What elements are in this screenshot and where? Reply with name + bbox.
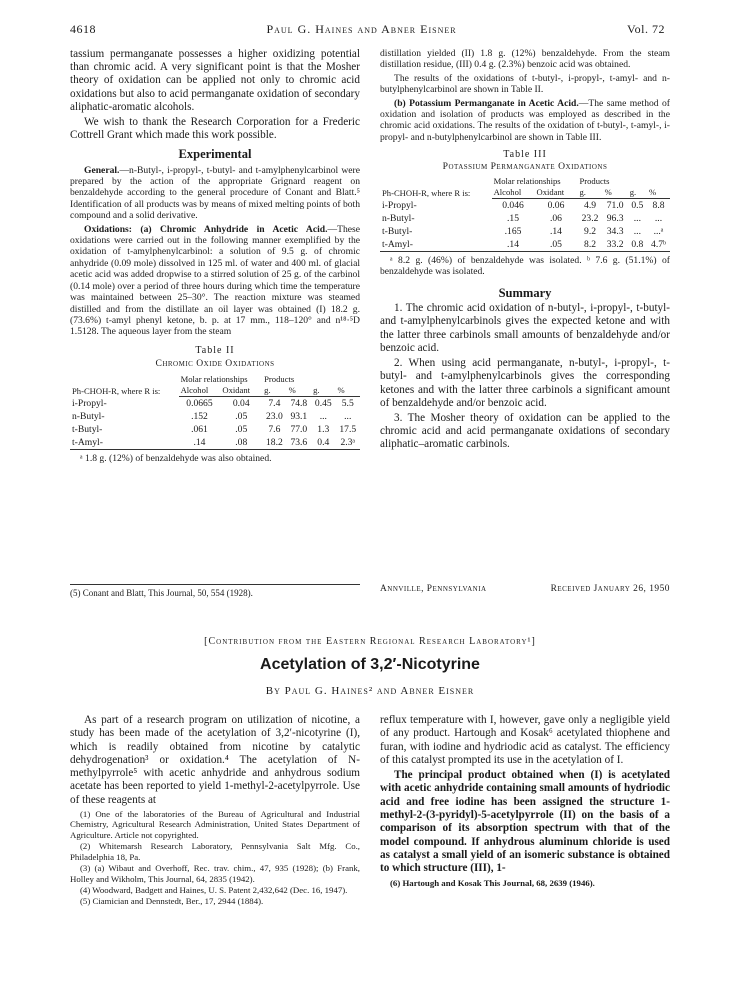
table2-cell: 23.0 (265, 411, 283, 423)
table2-row (70, 436, 360, 450)
t3-col-r: Ph-CHOH-R, where R is: (382, 187, 471, 198)
t2-col-benzoic-pct: % (336, 385, 360, 397)
t2-col-oxidant: Oxidant (220, 385, 262, 397)
summary-point-1: 1. The chromic acid oxidation of n-butyl-, i-propyl-, t-butyl- and t-amylphenylcarbinols gives the expected ketone and with the latter three carbinols small amounts of benzaldehyde and/or benzoic acid. (380, 302, 670, 354)
table2-cell: 17.5 (339, 424, 357, 436)
table2-row (70, 397, 360, 411)
table3-cell: .05 (535, 238, 578, 252)
table3-row (380, 199, 670, 213)
table3-cell: .14 (549, 226, 562, 238)
t2-col-ketone-g: g. (262, 385, 286, 397)
thanks-paragraph: We wish to thank the Research Corporation for a Frederic Cottrell Grant which made this work possible. (70, 116, 360, 142)
table3-cell: ... (654, 213, 663, 225)
t2-col-molar: Molar relationships (180, 374, 248, 385)
table2-cell: 93.1 (290, 411, 308, 423)
table3-cell: 34.3 (606, 226, 624, 238)
t2-col-products: Products (264, 374, 295, 385)
general-label: General. (84, 164, 120, 176)
table3-cell: 4.9 (584, 200, 597, 212)
article-right-column (380, 714, 670, 888)
t3-col-ketone-g: g. (577, 187, 602, 199)
t3-col-ketone-pct: % (603, 187, 628, 199)
table2-cell: 77.0 (290, 424, 308, 436)
table3-title: Table III (503, 149, 547, 161)
table2-cell: 7.6 (268, 424, 281, 436)
table2-cell: 0.4 (311, 436, 335, 450)
table2-subtitle: Chromic Oxide Oxidations (155, 357, 275, 369)
permanganate-text: —The same method of oxidation and isolation of products was employed as described in the chromic acid oxidations. The results of the oxidation of t-butyl-, t-amyl-, i-propyl- and n-butylphenylcarbinol are shown in Table III. (380, 97, 670, 143)
table3-cell: 96.3 (606, 213, 624, 225)
table3-cell: 0.046 (502, 200, 524, 212)
table2-cell: ... (344, 411, 352, 423)
table3-footnote: ᵃ 8.2 g. (46%) of benzaldehyde was isolated. ᵇ 7.6 g. (51.1%) of benzaldehyde was isolated. (380, 255, 670, 278)
table2-cell: .14 (179, 436, 221, 450)
table3-cell: i-Propyl- (382, 199, 417, 211)
table2-cell: ... (319, 411, 327, 423)
table2-cell: 7.4 (268, 398, 281, 410)
table3-subtitle: Potassium Permanganate Oxidations (442, 160, 608, 172)
summary-heading: Summary (498, 285, 552, 300)
table2-cell: .08 (220, 436, 262, 450)
right-column-top (380, 48, 670, 454)
table3-cell: .15 (507, 213, 520, 225)
table3-cell: 8.8 (652, 200, 665, 212)
table2-cell: 0.45 (314, 398, 332, 410)
reference-5: (5) Conant and Blatt, This Journal, 50, 554 (1928). (70, 588, 253, 598)
table3-cell: t-Amyl- (380, 238, 492, 252)
experimental-heading: Experimental (178, 147, 252, 162)
distillation-text: distillation yielded (II) 1.8 g. (12%) benzaldehyde. From the steam distillation residue, (III) 0.4 g. (2.3%) benzoic acid was obtained. (380, 48, 670, 71)
intro-paragraph: tassium permanganate possesses a higher oxidizing potential than chromic acid. A very significant point is that the Mosher theory of oxidation can be applied not only to chromic acid oxidations but also to acid permanganate oxidation of secondary aliphatic-aromatic alcohols. (70, 48, 360, 113)
article-footnote-6: (6) Hartough and Kosak This Journal, 68, 2639 (1946). (390, 877, 595, 888)
page-number: 4618 (70, 22, 96, 36)
header-authors: Paul G. Haines and Abner Eisner (266, 22, 457, 36)
article-footnote: (4) Woodward, Badgett and Haines, U. S. Patent 2,432,642 (Dec. 16, 1947). (80, 884, 348, 895)
left-column-top (70, 48, 360, 465)
table2-cell: 5.5 (341, 398, 354, 410)
table2-cell: i-Propyl- (72, 397, 107, 409)
table3-cell: n-Butyl- (382, 213, 415, 225)
t2-col-benzoic-g: g. (311, 385, 335, 397)
table2-cell: 18.2 (262, 436, 286, 450)
table3-cell: 0.5 (631, 200, 644, 212)
t3-col-alcohol: Alcohol (492, 187, 535, 199)
table2-footnote: ᵃ 1.8 g. (12%) of benzaldehyde was also obtained. (80, 453, 272, 465)
table3-cell: 8.2 (577, 238, 602, 252)
table3-cell: 23.2 (581, 213, 599, 225)
affiliation-place: Annville, Pennsylvania (380, 584, 487, 594)
summary-point-2: 2. When using acid permanganate, n-butyl-, i-propyl-, t-butyl- and t-amylphenylcarbinols gives the corresponding ketones and with the latter three carbinols a significant amount of benzaldehyde and/or benzoic acid. (380, 357, 670, 409)
table2-cell: .05 (235, 424, 248, 436)
permanganate-label: (b) Potassium Permanganate in Acetic Acid. (394, 97, 579, 109)
table3-cell: 71.0 (606, 200, 624, 212)
table3-cell: ... (633, 213, 641, 225)
article-right-p2: The principal product obtained when (I) is acetylated with acetic anhydride containing small amounts of hydriodic acid and free iodine has been assigned the structure 1-methyl-2-(3-pyridyl)-5-acetylpyrrole (II) on the basis of a comparison of its absorption spectrum with that of the model compound. If anhydrous aluminum chloride is used as catalyst a small yield of an isomeric substance is obtained to which structure (III), 1- (380, 769, 670, 875)
table3 (380, 176, 670, 252)
table2-row (70, 410, 360, 423)
table2-cell: .05 (235, 411, 248, 423)
table2-cell: 2.3ᵃ (336, 436, 360, 450)
table3-row (380, 212, 670, 225)
table3-cell: .165 (504, 226, 522, 238)
article-byline: By Paul G. Haines² and Abner Eisner (265, 685, 475, 697)
table2-row (70, 423, 360, 436)
article-left-column (70, 714, 360, 907)
affiliation-line (380, 584, 670, 594)
t3-col-molar: Molar relationships (493, 176, 561, 187)
table2-cell: t-Amyl- (70, 436, 179, 450)
article-right-p1: reflux temperature with I, however, gave only a negligible yield of any product. Hartough and Kosak⁶ acetylated thiophene and furan, with iodine and hydriodic acid as catalyst. The efficiency of this catalyst prompted its use in the acetylation of I. (380, 714, 670, 766)
t2-col-ketone-pct: % (287, 385, 311, 397)
running-header (70, 22, 665, 40)
table3-row (380, 238, 670, 252)
article-footnote: (2) Whitemarsh Research Laboratory, Pennsylvania Salt Mfg. Co., Philadelphia 18, Pa. (70, 841, 360, 862)
table2-cell: 74.8 (290, 398, 308, 410)
table2-cell: .061 (191, 424, 208, 436)
table2-title: Table II (195, 344, 235, 356)
t3-col-products: Products (579, 176, 610, 187)
t2-col-alcohol: Alcohol (179, 385, 221, 397)
oxidations-label: Oxidations: (a) Chromic Anhydride in Acetic Acid. (84, 223, 328, 235)
oxidations-text: —These oxidations were carried out in the following manner exemplified by the oxidation of t-amylphenylcarbinol: a solution of 9.5 g. of chromic anhydride (0.09 mole) dissolved in 125 ml. of water and 400 ml. of glacial acetic acid was added dropwise to a stirred solution of 25 g. of the carbinol (0.14 mole) over a period of three hours during which time the temperature was maintained between 25–30°. The reaction mixture was steamed distilled and from the distillate an oil layer was obtained (I) 18.2 g. (73.6%) t-amyl phenyl ketone, b. p. at 17 mm., 118–120° and n¹⁸·⁵D 1.5128. The aqueous layer from the steam (70, 223, 360, 338)
results-text: The results of the oxidations of t-butyl-, i-propyl-, t-amyl- and n-butylphenylcarbinol are shown in Table II. (380, 72, 670, 96)
table3-cell: .06 (549, 213, 562, 225)
table3-cell: t-Butyl- (382, 226, 413, 238)
table3-cell: 9.2 (584, 226, 597, 238)
table3-cell: 33.2 (603, 238, 628, 252)
article-footnote: (5) Ciamician and Dennstedt, Ber., 17, 2944 (1884). (80, 896, 264, 907)
received-date: Received January 26, 1950 (550, 584, 670, 594)
table2-cell: 0.0665 (186, 398, 213, 410)
footnote-rule (70, 584, 360, 585)
volume-number: Vol. 72 (627, 22, 665, 36)
article-footnotes (70, 809, 360, 907)
table3-row (380, 225, 670, 238)
article-intro: As part of a research program on utilization of nicotine, a study has been made of the acetylation of 3,2′-nicotyrine (I), which is readily obtained from nicotine by catalytic dehydrogenation³ or oxidation.⁴ The acetylation of N-methylpyrrole⁵ with acetic anhydride and anhydrous sodium acetate has been reported to yield 1-methyl-2-acetylpyrrole. Use of these reagents at (70, 714, 360, 806)
t2-col-r: Ph-CHOH-R, where R is: (72, 385, 161, 396)
table3-cell: .14 (492, 238, 535, 252)
table3-cell: 0.06 (547, 200, 565, 212)
article-footnote: (3) (a) Wibaut and Overhoff, Rec. trav. chim., 47, 935 (1928); (b) Frank, Holley and Wikholm, This Journal, 64, 2835 (1942). (70, 863, 360, 884)
article-title: Acetylation of 3,2′-Nicotyrine (260, 656, 480, 673)
table2-cell: 0.04 (232, 398, 250, 410)
table2-cell: t-Butyl- (72, 424, 103, 436)
t3-col-benzoic-pct: % (647, 187, 670, 199)
t3-col-benzoic-g: g. (628, 187, 647, 199)
table2-cell: 73.6 (287, 436, 311, 450)
table2-cell: 1.3 (317, 424, 330, 436)
table3-cell: 0.8 (628, 238, 647, 252)
general-text: —n-Butyl-, i-propyl-, t-butyl- and t-amylphenylcarbinol were prepared by the action of the appropriate Grignard reagent on benzaldehyde according to the general procedure of Conant and Blatt.⁵ Identification of all products was by means of mixed melting points of both compound and a solid derivative. (70, 164, 360, 222)
table3-cell: 4.7ᵇ (647, 238, 670, 252)
table2-cell: n-Butyl- (72, 411, 105, 423)
t3-col-oxidant: Oxidant (535, 187, 578, 199)
contribution-line: [Contribution from the Eastern Regional Research Laboratory¹] (204, 636, 536, 647)
summary-point-3: 3. The Mosher theory of oxidation can be applied to the chromic acid and acid permanganate oxidations of secondary aliphatic–aromatic carbinols. (380, 411, 670, 451)
table3-cell: ...ᵃ (653, 226, 664, 238)
article-footnote: (1) One of the laboratories of the Bureau of Agricultural and Industrial Chemistry, Agricultural Research Administration, United States Department of Agriculture. Article not copyrighted. (70, 809, 360, 840)
table2-cell: .152 (191, 411, 208, 423)
table3-cell: ... (633, 226, 641, 238)
table2 (70, 374, 360, 450)
